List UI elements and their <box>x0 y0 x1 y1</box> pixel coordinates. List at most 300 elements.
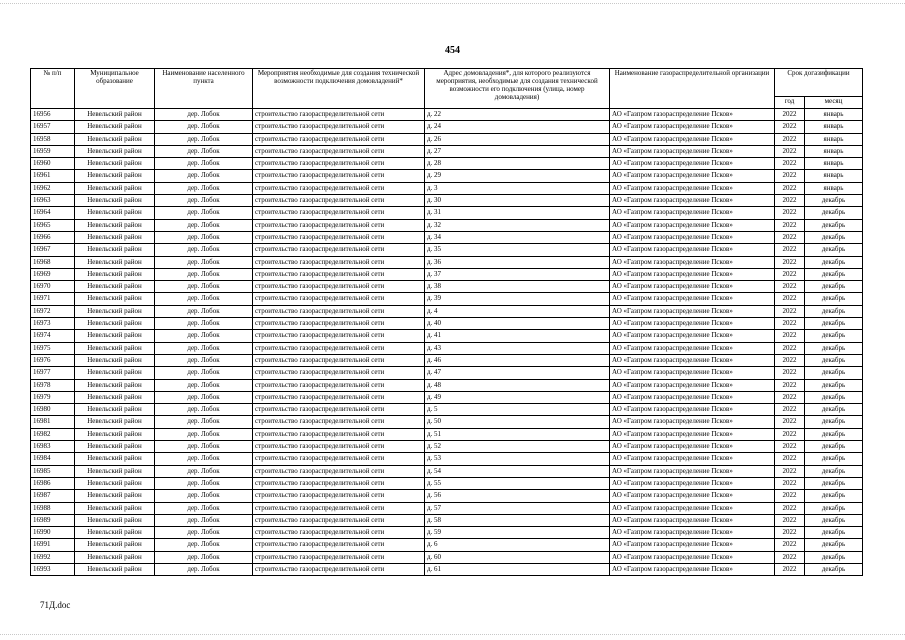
cell-month: декабрь <box>805 428 863 440</box>
cell-num: 16982 <box>31 428 75 440</box>
cell-activity: строительство газораспределительной сети <box>253 391 425 403</box>
table-row <box>31 121 863 133</box>
cell-settlement: дер. Лобок <box>155 219 253 231</box>
cell-month: январь <box>805 170 863 182</box>
table-row <box>31 563 863 575</box>
cell-num: 16956 <box>31 109 75 121</box>
cell-municipality: Невельский район <box>75 465 155 477</box>
cell-num: 16992 <box>31 551 75 563</box>
cell-settlement: дер. Лобок <box>155 354 253 366</box>
cell-activity: строительство газораспределительной сети <box>253 109 425 121</box>
table-row <box>31 158 863 170</box>
cell-settlement: дер. Лобок <box>155 170 253 182</box>
cell-month: декабрь <box>805 379 863 391</box>
cell-organization: АО «Газпром газораспределение Псков» <box>610 453 775 465</box>
cell-month: декабрь <box>805 551 863 563</box>
cell-month: декабрь <box>805 244 863 256</box>
cell-organization: АО «Газпром газораспределение Псков» <box>610 502 775 514</box>
cell-municipality: Невельский район <box>75 441 155 453</box>
cell-year: 2022 <box>775 256 805 268</box>
cell-settlement: дер. Лобок <box>155 391 253 403</box>
cell-activity: строительство газораспределительной сети <box>253 465 425 477</box>
cell-settlement: дер. Лобок <box>155 195 253 207</box>
cell-address: д. 40 <box>425 318 610 330</box>
table-row <box>31 527 863 539</box>
cell-num: 16985 <box>31 465 75 477</box>
cell-address: д. 6 <box>425 539 610 551</box>
cell-year: 2022 <box>775 293 805 305</box>
page-number: 454 <box>445 45 460 56</box>
cell-municipality: Невельский район <box>75 527 155 539</box>
cell-organization: АО «Газпром газораспределение Псков» <box>610 268 775 280</box>
cell-num: 16979 <box>31 391 75 403</box>
cell-activity: строительство газораспределительной сети <box>253 231 425 243</box>
cell-activity: строительство газораспределительной сети <box>253 244 425 256</box>
cell-num: 16981 <box>31 416 75 428</box>
cell-num: 16975 <box>31 342 75 354</box>
cell-organization: АО «Газпром газораспределение Псков» <box>610 367 775 379</box>
cell-municipality: Невельский район <box>75 391 155 403</box>
cell-municipality: Невельский район <box>75 256 155 268</box>
cell-address: д. 54 <box>425 465 610 477</box>
table-row <box>31 268 863 280</box>
cell-settlement: дер. Лобок <box>155 158 253 170</box>
cell-municipality: Невельский район <box>75 563 155 575</box>
table-row <box>31 354 863 366</box>
cell-activity: строительство газораспределительной сети <box>253 379 425 391</box>
cell-organization: АО «Газпром газораспределение Псков» <box>610 231 775 243</box>
cell-settlement: дер. Лобок <box>155 379 253 391</box>
cell-year: 2022 <box>775 453 805 465</box>
cell-municipality: Невельский район <box>75 305 155 317</box>
cell-municipality: Невельский район <box>75 170 155 182</box>
cell-month: декабрь <box>805 502 863 514</box>
cell-settlement: дер. Лобок <box>155 514 253 526</box>
cell-activity: строительство газораспределительной сети <box>253 281 425 293</box>
cell-address: д. 57 <box>425 502 610 514</box>
table-row <box>31 428 863 440</box>
table-row <box>31 318 863 330</box>
cell-settlement: дер. Лобок <box>155 428 253 440</box>
cell-settlement: дер. Лобок <box>155 268 253 280</box>
table-row <box>31 441 863 453</box>
cell-activity: строительство газораспределительной сети <box>253 121 425 133</box>
cell-municipality: Невельский район <box>75 121 155 133</box>
cell-organization: АО «Газпром газораспределение Псков» <box>610 293 775 305</box>
cell-municipality: Невельский район <box>75 490 155 502</box>
cell-num: 16966 <box>31 231 75 243</box>
table-row <box>31 416 863 428</box>
cell-municipality: Невельский район <box>75 404 155 416</box>
table-row <box>31 256 863 268</box>
cell-activity: строительство газораспределительной сети <box>253 428 425 440</box>
cell-settlement: дер. Лобок <box>155 182 253 194</box>
cell-activity: строительство газораспределительной сети <box>253 195 425 207</box>
cell-address: д. 48 <box>425 379 610 391</box>
cell-year: 2022 <box>775 428 805 440</box>
cell-year: 2022 <box>775 342 805 354</box>
cell-organization: АО «Газпром газораспределение Псков» <box>610 391 775 403</box>
cell-organization: АО «Газпром газораспределение Псков» <box>610 182 775 194</box>
cell-year: 2022 <box>775 281 805 293</box>
cell-month: декабрь <box>805 514 863 526</box>
cell-organization: АО «Газпром газораспределение Псков» <box>610 404 775 416</box>
header-address: Адрес домовладения*, для которого реализуются мероприятия, необходимые для создания технической возможности его подключения (улица, номер домовладения) <box>425 69 610 109</box>
table-row <box>31 231 863 243</box>
cell-settlement: дер. Лобок <box>155 109 253 121</box>
cell-settlement: дер. Лобок <box>155 231 253 243</box>
table-row <box>31 305 863 317</box>
bottom-scan-edge <box>0 634 905 635</box>
header-year: год <box>775 97 805 109</box>
cell-month: декабрь <box>805 256 863 268</box>
cell-organization: АО «Газпром газораспределение Псков» <box>610 354 775 366</box>
cell-municipality: Невельский район <box>75 109 155 121</box>
cell-address: д. 34 <box>425 231 610 243</box>
table-row <box>31 514 863 526</box>
cell-num: 16986 <box>31 477 75 489</box>
header-activity: Мероприятия необходимые для создания технической возможности подключения домовладений* <box>253 69 425 109</box>
cell-num: 16963 <box>31 195 75 207</box>
cell-num: 16978 <box>31 379 75 391</box>
cell-address: д. 41 <box>425 330 610 342</box>
cell-year: 2022 <box>775 367 805 379</box>
cell-year: 2022 <box>775 514 805 526</box>
cell-activity: строительство газораспределительной сети <box>253 527 425 539</box>
cell-num: 16989 <box>31 514 75 526</box>
header-num: № п/п <box>31 69 75 109</box>
cell-year: 2022 <box>775 207 805 219</box>
table-row <box>31 182 863 194</box>
cell-activity: строительство газораспределительной сети <box>253 490 425 502</box>
cell-activity: строительство газораспределительной сети <box>253 404 425 416</box>
table-row <box>31 342 863 354</box>
cell-address: д. 39 <box>425 293 610 305</box>
cell-address: д. 61 <box>425 563 610 575</box>
cell-municipality: Невельский район <box>75 145 155 157</box>
cell-organization: АО «Газпром газораспределение Псков» <box>610 145 775 157</box>
cell-activity: строительство газораспределительной сети <box>253 342 425 354</box>
cell-activity: строительство газораспределительной сети <box>253 318 425 330</box>
cell-activity: строительство газораспределительной сети <box>253 219 425 231</box>
cell-settlement: дер. Лобок <box>155 330 253 342</box>
cell-month: декабрь <box>805 527 863 539</box>
cell-year: 2022 <box>775 158 805 170</box>
cell-municipality: Невельский район <box>75 379 155 391</box>
table-row <box>31 490 863 502</box>
cell-municipality: Невельский район <box>75 502 155 514</box>
table-row <box>31 539 863 551</box>
table-row <box>31 281 863 293</box>
cell-num: 16970 <box>31 281 75 293</box>
cell-num: 16987 <box>31 490 75 502</box>
table-row <box>31 293 863 305</box>
cell-address: д. 36 <box>425 256 610 268</box>
cell-organization: АО «Газпром газораспределение Псков» <box>610 121 775 133</box>
cell-month: декабрь <box>805 563 863 575</box>
cell-num: 16988 <box>31 502 75 514</box>
header-organization: Наименование газораспределительной организации <box>610 69 775 109</box>
cell-organization: АО «Газпром газораспределение Псков» <box>610 318 775 330</box>
cell-settlement: дер. Лобок <box>155 293 253 305</box>
cell-num: 16961 <box>31 170 75 182</box>
cell-municipality: Невельский район <box>75 182 155 194</box>
cell-settlement: дер. Лобок <box>155 404 253 416</box>
table-row <box>31 207 863 219</box>
cell-organization: АО «Газпром газораспределение Псков» <box>610 305 775 317</box>
cell-year: 2022 <box>775 318 805 330</box>
cell-organization: АО «Газпром газораспределение Псков» <box>610 379 775 391</box>
cell-year: 2022 <box>775 551 805 563</box>
cell-settlement: дер. Лобок <box>155 477 253 489</box>
cell-organization: АО «Газпром газораспределение Псков» <box>610 465 775 477</box>
cell-organization: АО «Газпром газораспределение Псков» <box>610 281 775 293</box>
cell-organization: АО «Газпром газораспределение Псков» <box>610 441 775 453</box>
table-row <box>31 453 863 465</box>
cell-activity: строительство газораспределительной сети <box>253 441 425 453</box>
cell-settlement: дер. Лобок <box>155 244 253 256</box>
cell-organization: АО «Газпром газораспределение Псков» <box>610 514 775 526</box>
cell-year: 2022 <box>775 527 805 539</box>
cell-address: д. 28 <box>425 158 610 170</box>
cell-municipality: Невельский район <box>75 207 155 219</box>
cell-month: январь <box>805 158 863 170</box>
cell-municipality: Невельский район <box>75 231 155 243</box>
cell-month: декабрь <box>805 330 863 342</box>
cell-settlement: дер. Лобок <box>155 416 253 428</box>
cell-municipality: Невельский район <box>75 293 155 305</box>
cell-address: д. 29 <box>425 170 610 182</box>
cell-month: декабрь <box>805 490 863 502</box>
cell-municipality: Невельский район <box>75 342 155 354</box>
cell-num: 16973 <box>31 318 75 330</box>
cell-organization: АО «Газпром газораспределение Псков» <box>610 416 775 428</box>
table-row <box>31 219 863 231</box>
cell-month: январь <box>805 145 863 157</box>
cell-municipality: Невельский район <box>75 195 155 207</box>
table-row <box>31 195 863 207</box>
cell-municipality: Невельский район <box>75 330 155 342</box>
cell-address: д. 38 <box>425 281 610 293</box>
table-row <box>31 477 863 489</box>
cell-address: д. 55 <box>425 477 610 489</box>
cell-address: д. 26 <box>425 133 610 145</box>
cell-month: декабрь <box>805 281 863 293</box>
cell-activity: строительство газораспределительной сети <box>253 330 425 342</box>
header-month: месяц <box>805 97 863 109</box>
cell-year: 2022 <box>775 109 805 121</box>
cell-address: д. 47 <box>425 367 610 379</box>
cell-settlement: дер. Лобок <box>155 465 253 477</box>
cell-address: д. 52 <box>425 441 610 453</box>
cell-year: 2022 <box>775 416 805 428</box>
cell-address: д. 46 <box>425 354 610 366</box>
cell-municipality: Невельский район <box>75 453 155 465</box>
cell-organization: АО «Газпром газораспределение Псков» <box>610 428 775 440</box>
cell-organization: АО «Газпром газораспределение Псков» <box>610 551 775 563</box>
cell-address: д. 58 <box>425 514 610 526</box>
cell-year: 2022 <box>775 477 805 489</box>
cell-municipality: Невельский район <box>75 268 155 280</box>
cell-organization: АО «Газпром газораспределение Псков» <box>610 490 775 502</box>
cell-municipality: Невельский район <box>75 244 155 256</box>
cell-organization: АО «Газпром газораспределение Псков» <box>610 207 775 219</box>
cell-settlement: дер. Лобок <box>155 490 253 502</box>
cell-settlement: дер. Лобок <box>155 256 253 268</box>
cell-year: 2022 <box>775 404 805 416</box>
cell-activity: строительство газораспределительной сети <box>253 539 425 551</box>
cell-month: декабрь <box>805 268 863 280</box>
cell-settlement: дер. Лобок <box>155 453 253 465</box>
table-row <box>31 133 863 145</box>
cell-address: д. 43 <box>425 342 610 354</box>
cell-organization: АО «Газпром газораспределение Псков» <box>610 477 775 489</box>
cell-activity: строительство газораспределительной сети <box>253 305 425 317</box>
cell-month: декабрь <box>805 231 863 243</box>
cell-month: декабрь <box>805 293 863 305</box>
cell-municipality: Невельский район <box>75 133 155 145</box>
cell-month: декабрь <box>805 404 863 416</box>
cell-month: декабрь <box>805 465 863 477</box>
table-header <box>31 69 863 109</box>
cell-address: д. 3 <box>425 182 610 194</box>
table-row <box>31 109 863 121</box>
cell-activity: строительство газораспределительной сети <box>253 502 425 514</box>
cell-year: 2022 <box>775 170 805 182</box>
cell-organization: АО «Газпром газораспределение Псков» <box>610 195 775 207</box>
cell-address: д. 53 <box>425 453 610 465</box>
cell-address: д. 5 <box>425 404 610 416</box>
cell-num: 16977 <box>31 367 75 379</box>
cell-municipality: Невельский район <box>75 416 155 428</box>
cell-municipality: Невельский район <box>75 539 155 551</box>
cell-settlement: дер. Лобок <box>155 145 253 157</box>
cell-month: декабрь <box>805 477 863 489</box>
cell-year: 2022 <box>775 330 805 342</box>
file-name-footer: 71Д.doc <box>40 600 71 610</box>
cell-month: декабрь <box>805 441 863 453</box>
cell-year: 2022 <box>775 391 805 403</box>
table-row <box>31 404 863 416</box>
cell-num: 16960 <box>31 158 75 170</box>
cell-organization: АО «Газпром газораспределение Псков» <box>610 170 775 182</box>
cell-num: 16976 <box>31 354 75 366</box>
cell-num: 16993 <box>31 563 75 575</box>
cell-activity: строительство газораспределительной сети <box>253 145 425 157</box>
cell-num: 16965 <box>31 219 75 231</box>
cell-address: д. 22 <box>425 109 610 121</box>
cell-address: д. 49 <box>425 391 610 403</box>
cell-year: 2022 <box>775 145 805 157</box>
cell-num: 16983 <box>31 441 75 453</box>
cell-year: 2022 <box>775 195 805 207</box>
cell-month: декабрь <box>805 354 863 366</box>
cell-municipality: Невельский район <box>75 281 155 293</box>
cell-organization: АО «Газпром газораспределение Псков» <box>610 244 775 256</box>
gasification-table <box>30 68 863 576</box>
cell-year: 2022 <box>775 502 805 514</box>
cell-organization: АО «Газпром газораспределение Псков» <box>610 527 775 539</box>
cell-year: 2022 <box>775 490 805 502</box>
cell-organization: АО «Газпром газораспределение Псков» <box>610 109 775 121</box>
cell-month: декабрь <box>805 453 863 465</box>
cell-month: декабрь <box>805 391 863 403</box>
cell-year: 2022 <box>775 182 805 194</box>
cell-num: 16962 <box>31 182 75 194</box>
header-settlement: Наименование населенного пункта <box>155 69 253 109</box>
cell-address: д. 56 <box>425 490 610 502</box>
cell-month: декабрь <box>805 367 863 379</box>
cell-municipality: Невельский район <box>75 514 155 526</box>
cell-settlement: дер. Лобок <box>155 281 253 293</box>
cell-activity: строительство газораспределительной сети <box>253 551 425 563</box>
cell-activity: строительство газораспределительной сети <box>253 182 425 194</box>
cell-year: 2022 <box>775 231 805 243</box>
cell-settlement: дер. Лобок <box>155 563 253 575</box>
table-row <box>31 379 863 391</box>
cell-num: 16957 <box>31 121 75 133</box>
cell-year: 2022 <box>775 563 805 575</box>
cell-year: 2022 <box>775 268 805 280</box>
cell-year: 2022 <box>775 379 805 391</box>
cell-address: д. 24 <box>425 121 610 133</box>
cell-organization: АО «Газпром газораспределение Псков» <box>610 563 775 575</box>
cell-activity: строительство газораспределительной сети <box>253 477 425 489</box>
table-row <box>31 465 863 477</box>
cell-address: д. 60 <box>425 551 610 563</box>
cell-num: 16967 <box>31 244 75 256</box>
cell-settlement: дер. Лобок <box>155 441 253 453</box>
cell-activity: строительство газораспределительной сети <box>253 453 425 465</box>
cell-settlement: дер. Лобок <box>155 527 253 539</box>
cell-activity: строительство газораспределительной сети <box>253 514 425 526</box>
cell-organization: АО «Газпром газораспределение Псков» <box>610 330 775 342</box>
cell-address: д. 50 <box>425 416 610 428</box>
table-row <box>31 330 863 342</box>
table-row <box>31 391 863 403</box>
cell-month: декабрь <box>805 342 863 354</box>
cell-municipality: Невельский район <box>75 428 155 440</box>
cell-activity: строительство газораспределительной сети <box>253 354 425 366</box>
cell-address: д. 37 <box>425 268 610 280</box>
cell-address: д. 30 <box>425 195 610 207</box>
cell-num: 16959 <box>31 145 75 157</box>
cell-year: 2022 <box>775 121 805 133</box>
cell-activity: строительство газораспределительной сети <box>253 170 425 182</box>
header-municipality: Муниципальное образование <box>75 69 155 109</box>
table-row <box>31 244 863 256</box>
cell-month: декабрь <box>805 207 863 219</box>
table-row <box>31 551 863 563</box>
cell-address: д. 27 <box>425 145 610 157</box>
cell-month: январь <box>805 182 863 194</box>
cell-municipality: Невельский район <box>75 551 155 563</box>
cell-year: 2022 <box>775 244 805 256</box>
cell-num: 16958 <box>31 133 75 145</box>
cell-settlement: дер. Лобок <box>155 539 253 551</box>
cell-municipality: Невельский район <box>75 354 155 366</box>
cell-settlement: дер. Лобок <box>155 318 253 330</box>
cell-activity: строительство газораспределительной сети <box>253 293 425 305</box>
cell-num: 16974 <box>31 330 75 342</box>
cell-address: д. 51 <box>425 428 610 440</box>
cell-num: 16990 <box>31 527 75 539</box>
cell-address: д. 59 <box>425 527 610 539</box>
cell-settlement: дер. Лобок <box>155 207 253 219</box>
cell-activity: строительство газораспределительной сети <box>253 256 425 268</box>
cell-activity: строительство газораспределительной сети <box>253 133 425 145</box>
cell-municipality: Невельский район <box>75 477 155 489</box>
